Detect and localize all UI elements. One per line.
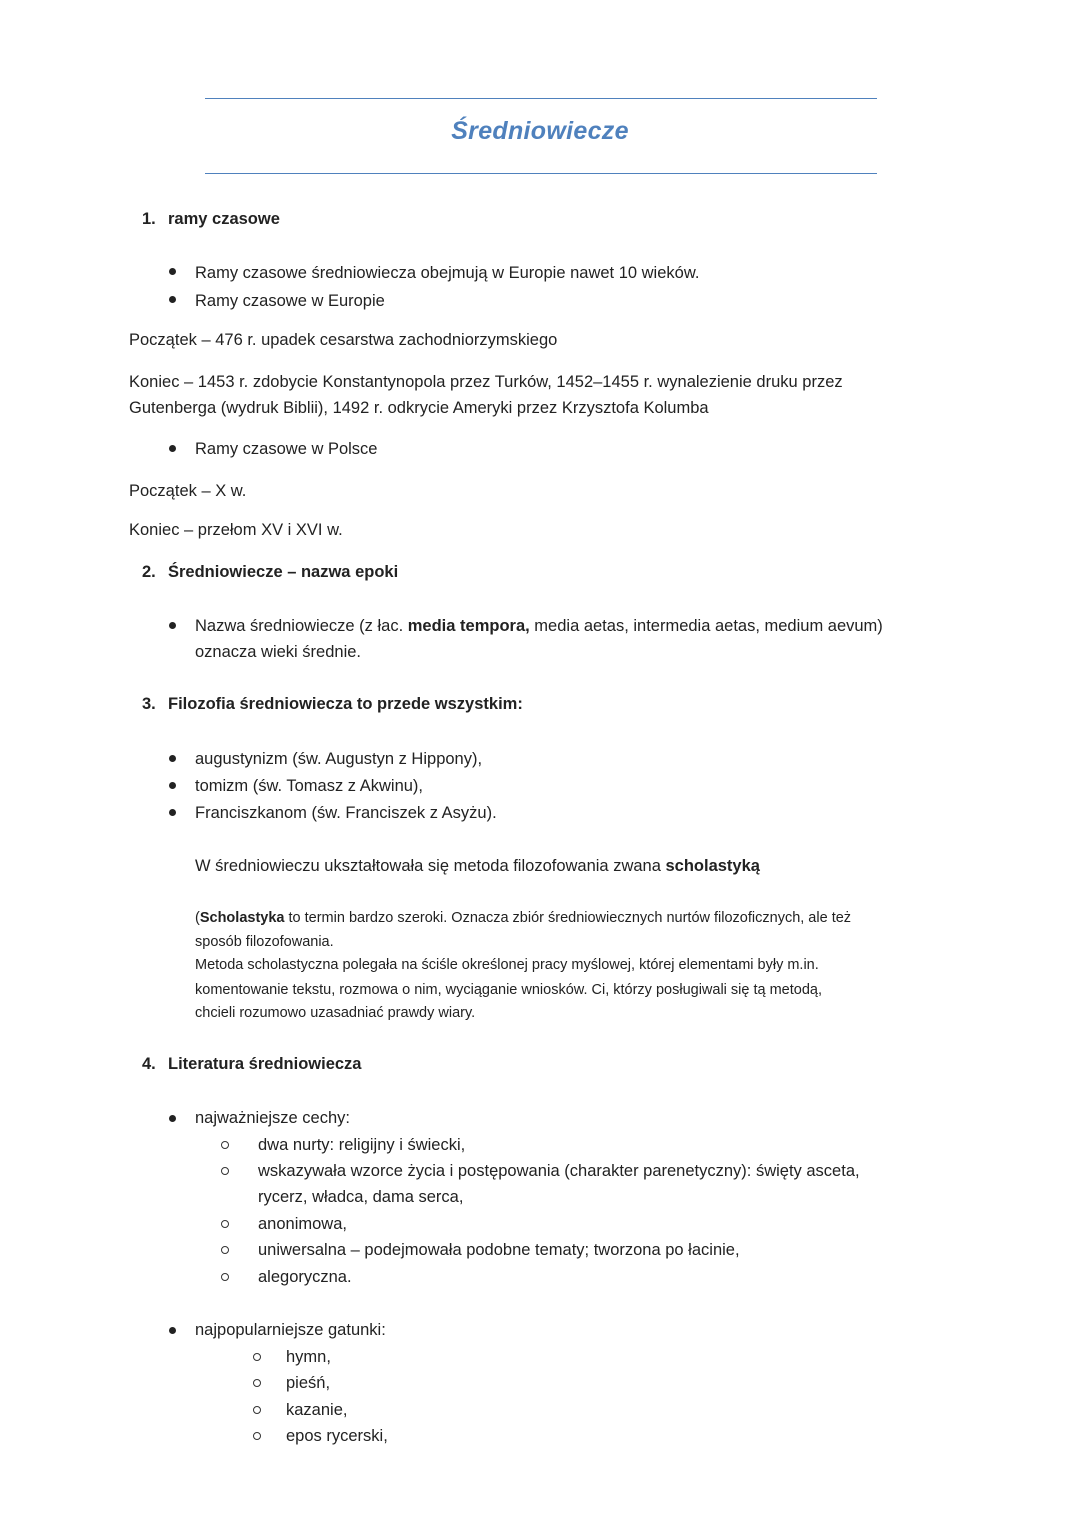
note-line: Metoda scholastyczna polegała na ściśle określonej pracy myślowej, której elementami były m.in. xyxy=(195,957,819,973)
section-title: Filozofia średniowiecza to przede wszystkim: xyxy=(168,695,523,713)
circle-bullet-icon xyxy=(221,1167,229,1175)
text-run: W średniowieczu ukształtowała się metoda filozofowania zwana xyxy=(195,857,666,875)
sub-list-item: alegoryczna. xyxy=(258,1268,352,1286)
list-item: augustynizm (św. Augustyn z Hippony), xyxy=(195,750,483,768)
sub-list-item: epos rycerski, xyxy=(286,1427,388,1445)
text-run: ( xyxy=(195,910,200,926)
bullet-icon xyxy=(169,809,176,816)
list-item: najważniejsze cechy: xyxy=(195,1109,350,1127)
paragraph: Koniec – 1453 r. zdobycie Konstantynopola przez Turków, 1452–1455 r. wynalezienie druku przez xyxy=(129,373,843,391)
list-item: Ramy czasowe średniowiecza obejmują w Europie nawet 10 wieków. xyxy=(195,264,700,282)
bullet-icon xyxy=(169,782,176,789)
section-number: 2. xyxy=(142,563,156,581)
sub-list-item: kazanie, xyxy=(286,1401,348,1419)
bold-term: media tempora, xyxy=(407,617,530,635)
section-title: Średniowiecze – nazwa epoki xyxy=(168,563,399,581)
note-line: komentowanie tekstu, rozmowa o nim, wyciąganie wniosków. Ci, którzy posługiwali się tą metodą, xyxy=(195,982,822,998)
circle-bullet-icon xyxy=(253,1406,261,1414)
circle-bullet-icon xyxy=(253,1379,261,1387)
note-line xyxy=(195,908,851,928)
paragraph: Początek – 476 r. upadek cesarstwa zachodniorzymskiego xyxy=(129,331,558,349)
list-item: Ramy czasowe w Polsce xyxy=(195,440,378,458)
sub-list-item: uniwersalna – podejmowała podobne tematy; tworzona po łacinie, xyxy=(258,1241,740,1259)
section-3-heading xyxy=(142,694,523,714)
circle-bullet-icon xyxy=(221,1141,229,1149)
section-number: 3. xyxy=(142,695,156,713)
bullet-icon xyxy=(169,622,176,629)
text-run: to termin bardzo szeroki. Oznacza zbiór średniowiecznych nurtów filozoficznych, ale też xyxy=(284,910,852,926)
note-line: chcieli rozumowo uzasadniać prawdy wiary. xyxy=(195,1005,476,1021)
list-item: Franciszkanom (św. Franciszek z Asyżu). xyxy=(195,804,497,822)
list-item-continuation: oznacza wieki średnie. xyxy=(195,643,361,661)
section-2-heading xyxy=(142,562,398,582)
note-line: sposób filozofowania. xyxy=(195,934,334,950)
bullet-icon xyxy=(169,445,176,452)
circle-bullet-icon xyxy=(253,1353,261,1361)
sub-list-item-continuation: rycerz, władca, dama serca, xyxy=(258,1188,464,1206)
circle-bullet-icon xyxy=(221,1273,229,1281)
section-number: 4. xyxy=(142,1055,156,1073)
sub-list-item: anonimowa, xyxy=(258,1215,347,1233)
paragraph: Koniec – przełom XV i XVI w. xyxy=(129,521,343,539)
bullet-icon xyxy=(169,1115,176,1122)
list-item: najpopularniejsze gatunki: xyxy=(195,1321,386,1339)
bullet-icon xyxy=(169,1327,176,1334)
paragraph: Początek – X w. xyxy=(129,482,247,500)
sub-list-item: pieśń, xyxy=(286,1374,331,1392)
bold-term: Scholastyka xyxy=(199,910,285,926)
paragraph xyxy=(195,856,760,876)
list-item: Ramy czasowe w Europie xyxy=(195,292,385,310)
title-rule-bottom xyxy=(205,173,877,174)
section-title: ramy czasowe xyxy=(168,210,280,228)
bold-term: scholastyką xyxy=(665,857,760,875)
circle-bullet-icon xyxy=(253,1432,261,1440)
bullet-icon xyxy=(169,268,176,275)
page-title: Średniowiecze xyxy=(451,117,629,145)
list-item xyxy=(195,616,883,636)
paragraph: Gutenberga (wydruk Biblii), 1492 r. odkrycie Ameryki przez Krzysztofa Kolumba xyxy=(129,399,709,417)
section-number: 1. xyxy=(142,210,156,228)
bullet-icon xyxy=(169,296,176,303)
section-title: Literatura średniowiecza xyxy=(168,1055,362,1073)
bullet-icon xyxy=(169,755,176,762)
sub-list-item: hymn, xyxy=(286,1348,331,1366)
circle-bullet-icon xyxy=(221,1246,229,1254)
section-1-heading xyxy=(142,209,280,229)
text-run: media aetas, intermedia aetas, medium aevum) xyxy=(529,617,883,635)
section-4-heading xyxy=(142,1054,361,1074)
title-rule-top xyxy=(205,98,877,99)
list-item: tomizm (św. Tomasz z Akwinu), xyxy=(195,777,423,795)
text-run: Nazwa średniowiecze (z łac. xyxy=(195,617,408,635)
sub-list-item: wskazywała wzorce życia i postępowania (charakter parenetyczny): święty asceta, xyxy=(258,1162,860,1180)
sub-list-item: dwa nurty: religijny i świecki, xyxy=(258,1136,466,1154)
circle-bullet-icon xyxy=(221,1220,229,1228)
